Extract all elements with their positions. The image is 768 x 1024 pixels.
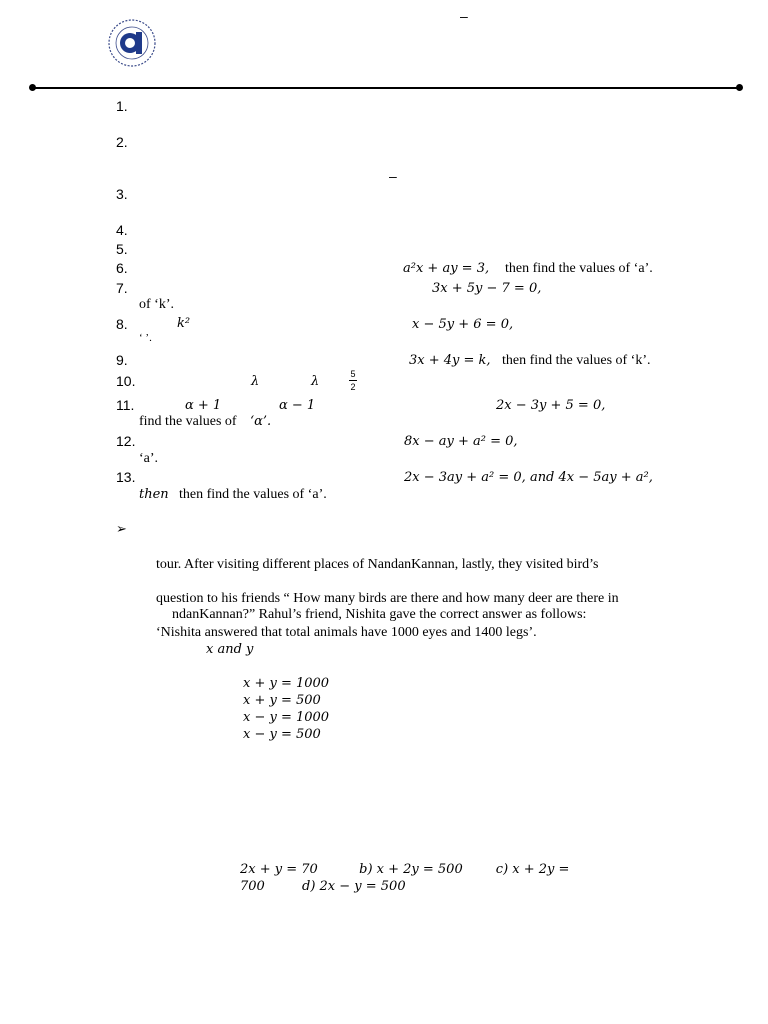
case-para2-line2: ndanKannan?” Rahul’s friend, Nishita gave the correct answer as follows: (172, 607, 587, 622)
q10-fraction (349, 369, 357, 392)
q8-equation: x − 5y + 6 = 0, (412, 317, 514, 332)
q7-line2: of ‘k’. (139, 297, 174, 312)
option-2: x + y = 500 (243, 693, 321, 708)
option-3: x − y = 1000 (243, 710, 330, 725)
case-para2-line1: question to his friends “ How many birds are there and how many deer are there in (156, 591, 619, 606)
q10-frac-den: 2 (350, 382, 356, 392)
option-4: x − y = 500 (243, 727, 321, 742)
q8-line2: ‘ ’. (139, 332, 152, 344)
header-mark: – (460, 8, 468, 24)
option-1: x + y = 1000 (243, 676, 330, 691)
q11-equation: 2x − 3y + 5 = 0, (496, 398, 606, 413)
divider-dot-left (29, 84, 36, 91)
case-para1: tour. After visiting different places of NandanKannan, lastly, they visited bird’s (156, 557, 599, 572)
q-num-11: 11. (116, 397, 135, 413)
q6-text: then find the values of ‘a’. (505, 261, 653, 276)
case-variables: x and y (206, 642, 254, 657)
q9-text: then find the values of ‘k’. (502, 353, 651, 368)
q-num-1: 1. (116, 98, 128, 114)
q-num-12: 12. (116, 433, 136, 449)
bullet-arrow-icon: ➢ (116, 522, 127, 537)
q-num-8: 8. (116, 316, 128, 332)
q13-equation: 2x − 3ay + a² = 0, and 4x − 5ay + a², (404, 470, 653, 485)
header-divider (32, 87, 740, 89)
q8-k-squared: k² (177, 316, 191, 331)
q-num-10: 10. (116, 373, 136, 389)
bottom-options-line1: 2x + y = 70 b) x + 2y = 500 c) x + 2y = (240, 862, 570, 877)
q10-lambda-1: λ (251, 374, 260, 389)
q6-equation: a²x + ay = 3, (403, 261, 490, 276)
q-num-2: 2. (116, 134, 128, 150)
case-para2-line3: ‘Nishita answered that total animals have 1000 eyes and 1400 legs’. (156, 625, 537, 640)
q11-line2-text: find the values of (139, 414, 237, 429)
q11-alpha-minus: α − 1 (279, 398, 316, 413)
q-num-6: 6. (116, 260, 128, 276)
bottom-options-line2: 700 d) 2x − y = 500 (240, 879, 406, 894)
q9-equation: 3x + 4y = k, (409, 353, 491, 368)
q2-mark: – (389, 168, 397, 184)
q13-line2-text: then find the values of ‘a’. (179, 487, 327, 502)
q10-lambda-2: λ (311, 374, 320, 389)
q-num-7: 7. (116, 280, 128, 296)
q12-equation: 8x − ay + a² = 0, (404, 434, 518, 449)
divider-dot-right (736, 84, 743, 91)
institution-logo (104, 18, 160, 68)
q11-line2-alpha: ‘α’. (250, 414, 272, 429)
q7-equation: 3x + 5y − 7 = 0, (432, 281, 542, 296)
q-num-5: 5. (116, 241, 128, 257)
q-num-13: 13. (116, 469, 136, 485)
q13-line2-then: then (139, 487, 169, 502)
q-num-3: 3. (116, 186, 128, 202)
q11-alpha-plus: α + 1 (185, 398, 222, 413)
q-num-9: 9. (116, 352, 128, 368)
q-num-4: 4. (116, 222, 128, 238)
q12-line2: ‘a’. (139, 451, 159, 466)
q10-frac-num: 5 (350, 369, 356, 379)
